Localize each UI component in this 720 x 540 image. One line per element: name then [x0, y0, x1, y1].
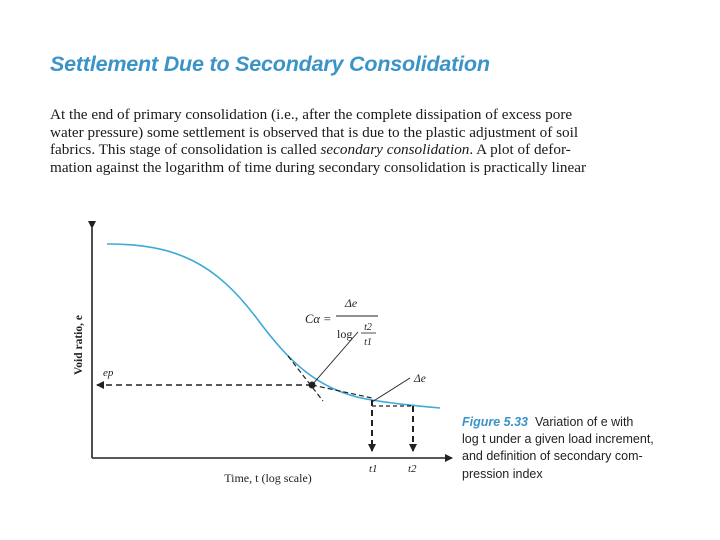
caption-line-1-text: Variation of e with — [534, 415, 634, 429]
figure-number: Figure 5.33 — [462, 415, 528, 429]
caption-line-3: and definition of secondary com- — [462, 449, 643, 464]
x-axis-label: Time, t (log scale) — [224, 471, 312, 485]
t2-label: t2 — [408, 463, 417, 475]
emphasis-secondary-consolidation: secondary consolidation — [320, 141, 470, 159]
formula-numerator: Δe — [344, 296, 358, 310]
caption-line-1 — [462, 414, 702, 431]
paragraph-line-4: mation against the logarithm of time during secondary consolidation is practically linear — [50, 158, 587, 176]
paragraph-line-1: At the end of primary consolidation (i.e., after the complete dissipation of excess pore — [50, 106, 573, 123]
formula-log: log — [337, 327, 353, 341]
paragraph-line-2: water pressure) some settlement is observed that is due to the plastic adjustment of soil — [50, 123, 579, 141]
caption-line-4: pression index — [462, 466, 543, 481]
caption-line-2: log t under a given load increment, — [462, 432, 654, 447]
paragraph-line-3-start: fabrics. This stage of consolidation is called — [50, 141, 321, 159]
y-axis-label: Void ratio, e — [73, 315, 85, 375]
figure-caption — [462, 414, 702, 483]
delta-e-label: Δe — [414, 373, 426, 385]
section-heading: Settlement Due to Secondary Consolidation — [50, 52, 490, 76]
void-ratio-curve — [107, 244, 440, 408]
t1-label: t1 — [369, 463, 378, 475]
formula-lhs: Cα = — [305, 312, 332, 326]
delta-e-leader-line — [372, 378, 410, 402]
paragraph-line-3-end: . A plot of defor- — [469, 141, 571, 159]
formula-t2: t2 — [364, 322, 372, 333]
formula-t1: t1 — [364, 337, 372, 348]
ep-label: ep — [103, 367, 114, 379]
